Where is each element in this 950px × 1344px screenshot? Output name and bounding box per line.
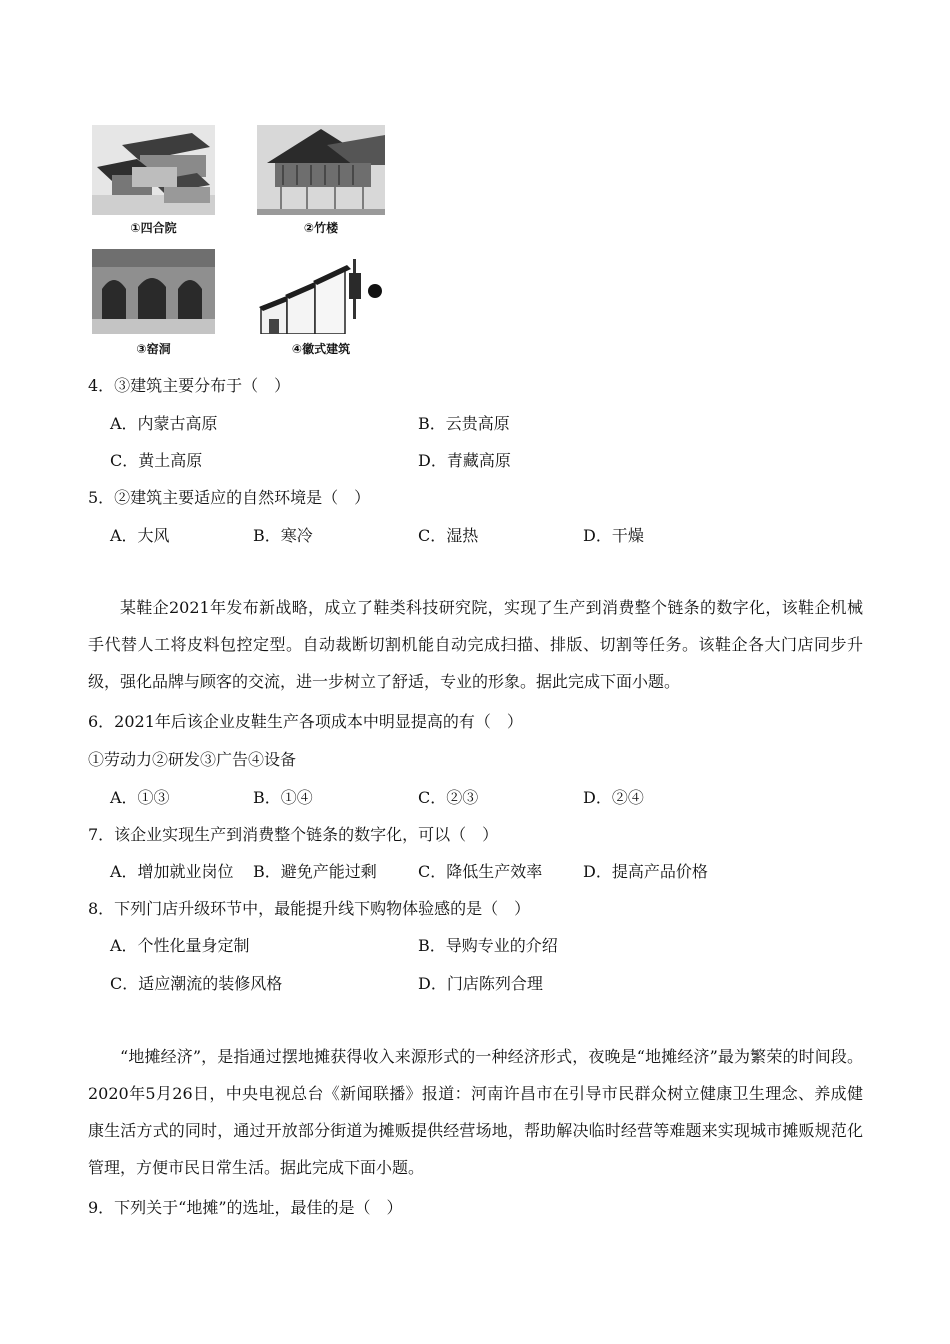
cave-dwelling-photo <box>92 249 215 334</box>
question-5-option-b[interactable]: B．寒冷 <box>253 526 313 545</box>
question-6-option-d[interactable]: D．②④ <box>583 788 644 807</box>
question-6-option-c[interactable]: C．②③ <box>418 788 479 807</box>
question-7-stem: 7．该企业实现生产到消费整个链条的数字化，可以（ ） <box>88 825 499 844</box>
question-7-option-a[interactable]: A．增加就业岗位 <box>110 862 234 881</box>
question-8-option-d[interactable]: D．门店陈列合理 <box>418 974 543 993</box>
question-4-stem: 4．③建筑主要分布于（ ） <box>88 376 291 395</box>
question-8-option-c[interactable]: C．适应潮流的装修风格 <box>110 974 283 993</box>
question-5-option-d[interactable]: D．干燥 <box>583 526 644 545</box>
question-5-option-a[interactable]: A．大风 <box>110 526 170 545</box>
question-4-option-d[interactable]: D．青藏高原 <box>418 451 511 470</box>
question-8-option-a[interactable]: A．个性化量身定制 <box>110 936 250 955</box>
question-4-option-b[interactable]: B．云贵高原 <box>418 414 510 433</box>
passage-street-stall-economy: “地摊经济”，是指通过摆地摊获得收入来源形式的一种经济形式，夜晚是“地摊经济”最为繁荣的时间段。2020年5月26日，中央电视总台《新闻联播》报道：河南许昌市在引导市民群众树立健康卫生理念、养成健康生活方式的同时，通过开放部分街道为摊贩提供经营场地，帮助解决临时经营等难题来实现城市摊贩规范化管理，方便市民日常生活。据此完成下面小题。 <box>88 1047 863 1177</box>
question-9-stem: 9．下列关于“地摊”的选址，最佳的是（ ） <box>88 1198 403 1217</box>
siheyuan-photo <box>92 125 215 215</box>
question-7-option-d[interactable]: D．提高产品价格 <box>583 862 708 881</box>
question-6-option-a[interactable]: A．①③ <box>110 788 170 807</box>
bamboo-house-photo <box>257 125 385 215</box>
hui-style-building-photo <box>257 249 385 334</box>
question-8-option-b[interactable]: B．导购专业的介绍 <box>418 936 558 955</box>
caption-siheyuan: ①四合院 <box>130 221 177 235</box>
question-8-stem: 8．下列门店升级环节中，最能提升线下购物体验感的是（ ） <box>88 899 531 918</box>
question-5-stem: 5．②建筑主要适应的自然环境是（ ） <box>88 488 371 507</box>
question-4-option-a[interactable]: A．内蒙古高原 <box>110 414 218 433</box>
caption-cave-dwelling: ③窑洞 <box>136 342 171 356</box>
passage-shoe-company: 某鞋企2021年发布新战略，成立了鞋类科技研究院，实现了生产到消费整个链条的数字化，该鞋企机械手代替人工将皮料包控定型。自动裁断切割机能自动完成扫描、排版、切割等任务。该鞋企各大门店同步升级，强化品牌与顾客的交流，进一步树立了舒适，专业的形象。据此完成下面小题。 <box>88 598 863 691</box>
question-5-option-c[interactable]: C．湿热 <box>418 526 479 545</box>
caption-hui-style-building: ④徽式建筑 <box>291 342 351 356</box>
question-4-option-c[interactable]: C．黄土高原 <box>110 451 203 470</box>
caption-bamboo-house: ②竹楼 <box>303 221 339 235</box>
question-6-choices: ①劳动力②研发③广告④设备 <box>88 750 297 769</box>
question-7-option-b[interactable]: B．避免产能过剩 <box>253 862 377 881</box>
question-7-option-c[interactable]: C．降低生产效率 <box>418 862 543 881</box>
question-6-option-b[interactable]: B．①④ <box>253 788 313 807</box>
question-6-stem: 6．2021年后该企业皮鞋生产各项成本中明显提高的有（ ） <box>88 712 523 731</box>
